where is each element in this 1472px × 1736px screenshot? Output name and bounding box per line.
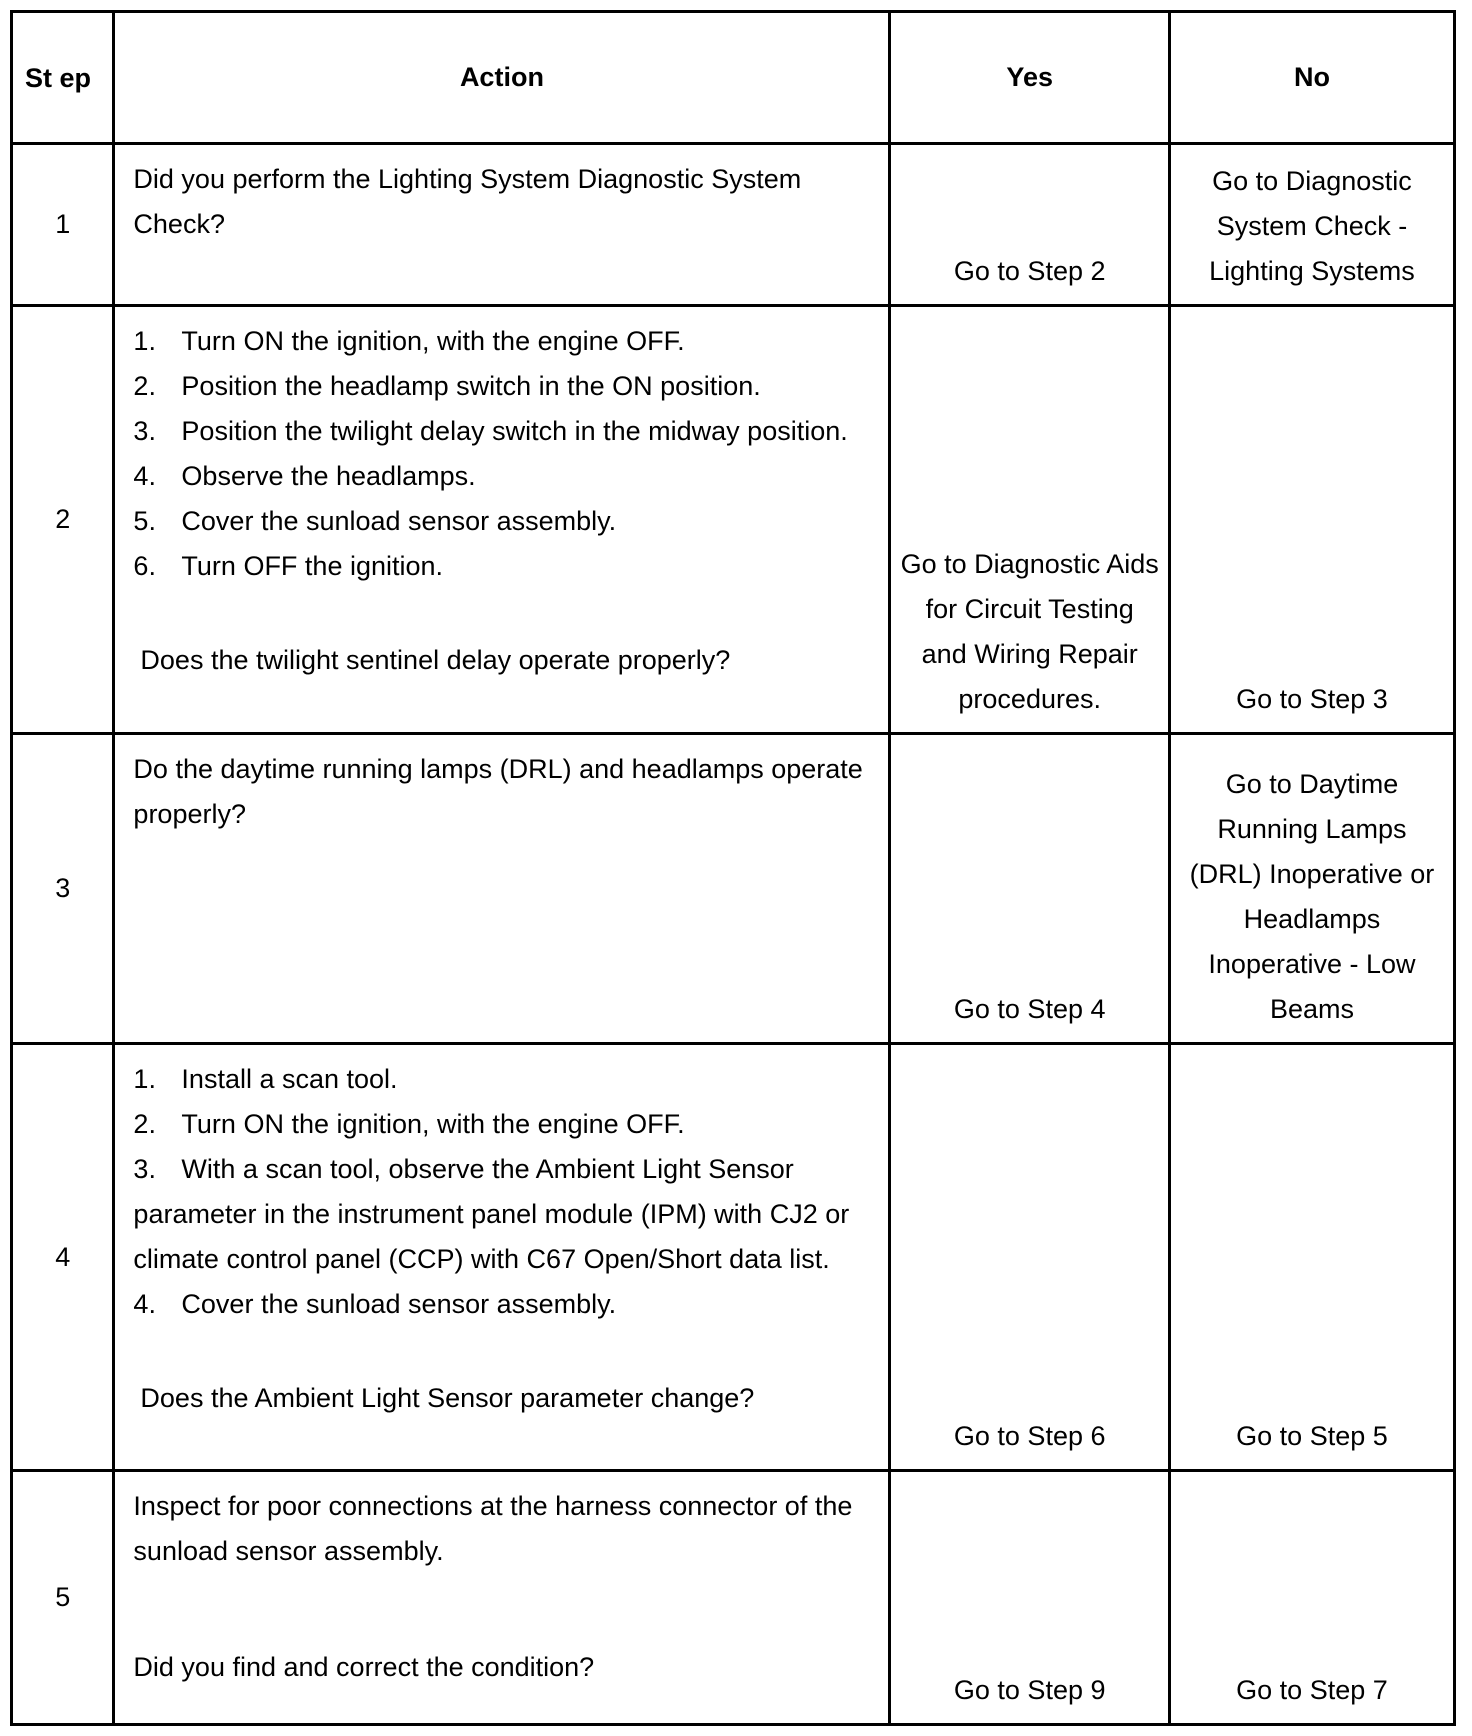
list-item: 2. Turn ON the ignition, with the engine OFF. [133, 1109, 685, 1140]
header-no: No [1169, 12, 1454, 144]
action-steps-list [133, 1057, 870, 1327]
list-item: 1. Install a scan tool. [133, 1064, 398, 1095]
action-text: Did you perform the Lighting System Diagnostic System Check? [114, 144, 890, 306]
table-row [12, 733, 1455, 1044]
no-result: Go to Step 3 [1169, 306, 1454, 733]
no-result: Go to Step 7 [1169, 1471, 1454, 1725]
action-cell [114, 1471, 890, 1725]
step-number: 4 [12, 1044, 114, 1471]
question-text: Did you find and correct the condition? [133, 1652, 595, 1683]
list-item: 3. With a scan tool, observe the Ambient Light Sensor parameter in the instrument panel module (IPM) with CJ2 or climate control panel (CCP) with C67 Open/Short data list. [133, 1154, 850, 1275]
step-number: 1 [12, 144, 114, 306]
action-text: Inspect for poor connections at the harness connector of the sunload sensor assembly. [133, 1491, 853, 1567]
list-item: 3. Position the twilight delay switch in the midway position. [133, 416, 848, 447]
header-step: St ep [12, 12, 114, 144]
action-steps-list [133, 319, 870, 589]
action-text: Do the daytime running lamps (DRL) and headlamps operate properly? [114, 733, 890, 1044]
diagnostic-table [10, 10, 1456, 1726]
no-result: Go to Daytime Running Lamps (DRL) Inoperative or Headlamps Inoperative - Low Beams [1169, 733, 1454, 1044]
table-row [12, 306, 1455, 733]
table-row [12, 144, 1455, 306]
yes-result: Go to Step 6 [890, 1044, 1169, 1471]
yes-result: Go to Step 2 [890, 144, 1169, 306]
step-number: 2 [12, 306, 114, 733]
yes-result: Go to Step 9 [890, 1471, 1169, 1725]
table-row [12, 1471, 1455, 1725]
yes-result: Go to Diagnostic Aids for Circuit Testing and Wiring Repair procedures. [890, 306, 1169, 733]
no-result: Go to Diagnostic System Check - Lighting Systems [1169, 144, 1454, 306]
list-item: 4. Observe the headlamps. [133, 461, 476, 492]
action-cell [114, 1044, 890, 1471]
header-row [12, 12, 1455, 144]
list-item: 4. Cover the sunload sensor assembly. [133, 1289, 617, 1320]
table-row [12, 1044, 1455, 1471]
header-action: Action [114, 12, 890, 144]
yes-result: Go to Step 4 [890, 733, 1169, 1044]
header-yes: Yes [890, 12, 1169, 144]
no-result: Go to Step 5 [1169, 1044, 1454, 1471]
step-number: 5 [12, 1471, 114, 1725]
question-text: Does the Ambient Light Sensor parameter change? [140, 1383, 755, 1414]
list-item: 6. Turn OFF the ignition. [133, 551, 444, 582]
list-item: 5. Cover the sunload sensor assembly. [133, 506, 617, 537]
list-item: 1. Turn ON the ignition, with the engine OFF. [133, 326, 685, 357]
step-number: 3 [12, 733, 114, 1044]
question-text: Does the twilight sentinel delay operate properly? [140, 645, 731, 676]
list-item: 2. Position the headlamp switch in the ON position. [133, 371, 761, 402]
action-cell [114, 306, 890, 733]
